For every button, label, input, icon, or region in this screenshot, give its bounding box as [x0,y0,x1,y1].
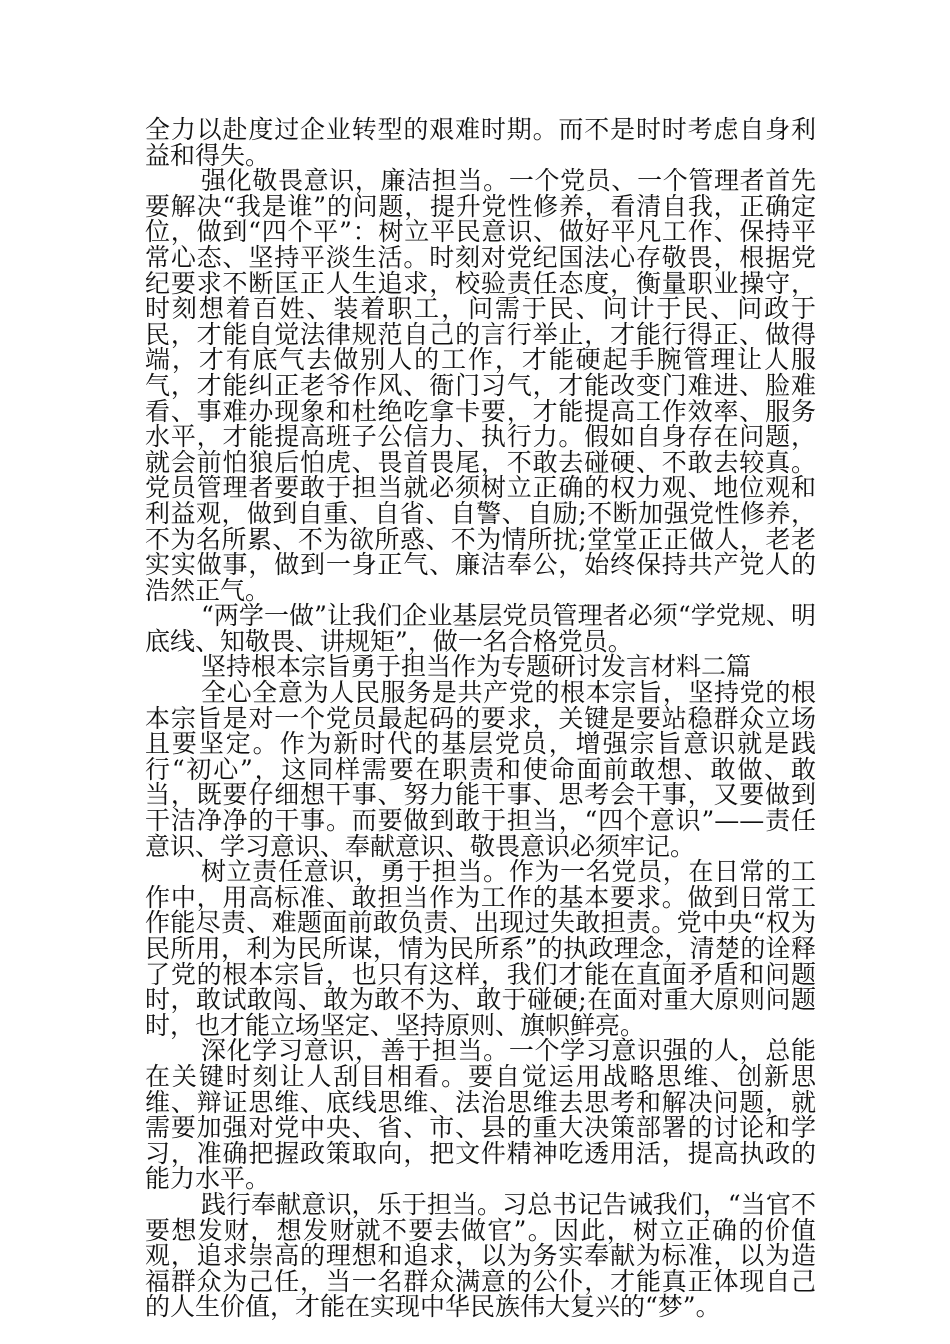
document-body [145,117,816,1320]
paragraph-6: 树立责任意识，勇于担当。作为一名党员，在日常的工作中，用高标准、敢担当作为工作的基本要求。做到日常工作能尽责、难题面前敢负责、出现过失敢担责。党中央“权为民所用，利为民所谋，情为民所系”的执政理念，清楚的诠释了党的根本宗旨，也只有这样，我们才能在直面矛盾和问题时，敢试敢闯、敢为敢不为、敢于碰硬;在面对重大原则问题时，也才能立场坚定、坚持原则、旗帜鲜亮。 [145,857,816,1040]
paragraph-8: 践行奉献意识，乐于担当。习总书记告诫我们，“当官不要想发财，想发财就不要去做官”。因此，树立正确的价值观，追求崇高的理想和追求，以为务实奉献为标准，以为造福群众为己任，当一名群众满意的公仆，才能真正体现自己的人生价值，才能在实现中华民族伟大复兴的“梦”。 [145,1189,816,1322]
paragraph-3: “两学一做”让我们企业基层党员管理者必须“学党规、明底线、知敬畏、讲规矩”，做一名合格党员。 [145,601,816,656]
paragraph-5: 全心全意为人民服务是共产党的根本宗旨，坚持党的根本宗旨是对一个党员最起码的要求，关键是要站稳群众立场且要坚定。作为新时代的基层党员，增强宗旨意识就是践行“初心”，这同样需要在职责和使命面前敢想、敢做、敢当，既要仔细想干事、努力能干事、思考会干事，又要做到干洁净净的干事。而要做到敢于担当，“四个意识”——责任意识、学习意识、奉献意识、敬畏意识必须牢记。 [145,678,816,861]
section-title: 坚持根本宗旨勇于担当作为专题研讨发言材料二篇 [201,652,752,682]
paragraph-2: 强化敬畏意识，廉洁担当。一个党员、一个管理者首先要解决“我是谁”的问题，提升党性修养，看清自我，正确定位，做到“四个平”：树立平民意识、做好平凡工作、保持平常心态、坚持平淡生活。时刻对党纪国法心存敬畏，根据党纪要求不断匡正人生追求，校验责任态度，衡量职业操守，时刻想着百姓、装着职工，问需于民、问计于民、问政于民，才能自觉法律规范自己的言行举止，才能行得正、做得端，才有底气去做别人的工作，才能硬起手腕管理让人服气，才能纠正老爷作风、衙门习气，才能改变门难进、脸难看、事难办现象和杜绝吃拿卡要，才能提高工作效率、服务水平，才能提高班子公信力、执行力。假如自身存在问题，就会前怕狼后怕虎、畏首畏尾，不敢去碰硬、不敢去较真。党员管理者要敢于担当就必须树立正确的权力观、地位观和利益观，做到自重、自省、自警、自励;不断加强党性修养，不为名所累、不为欲所惑、不为情所扰;堂堂正正做人，老老实实做事，做到一身正气、廉洁奉公，始终保持共产党人的浩然正气。 [145,166,816,605]
paragraph-1: 全力以赴度过企业转型的艰难时期。而不是时时考虑自身利益和得失。 [145,115,816,170]
paragraph-7: 深化学习意识，善于担当。一个学习意识强的人，总能在关键时刻让人刮目相看。要自觉运用战略思维、创新思维、辩证思维、底线思维、法治思维去思考和解决问题，就需要加强对党中央、省、市、县的重大决策部署的讨论和学习，准确把握政策取向，把文件精神吃透用活，提高执政的能力水平。 [145,1036,816,1194]
